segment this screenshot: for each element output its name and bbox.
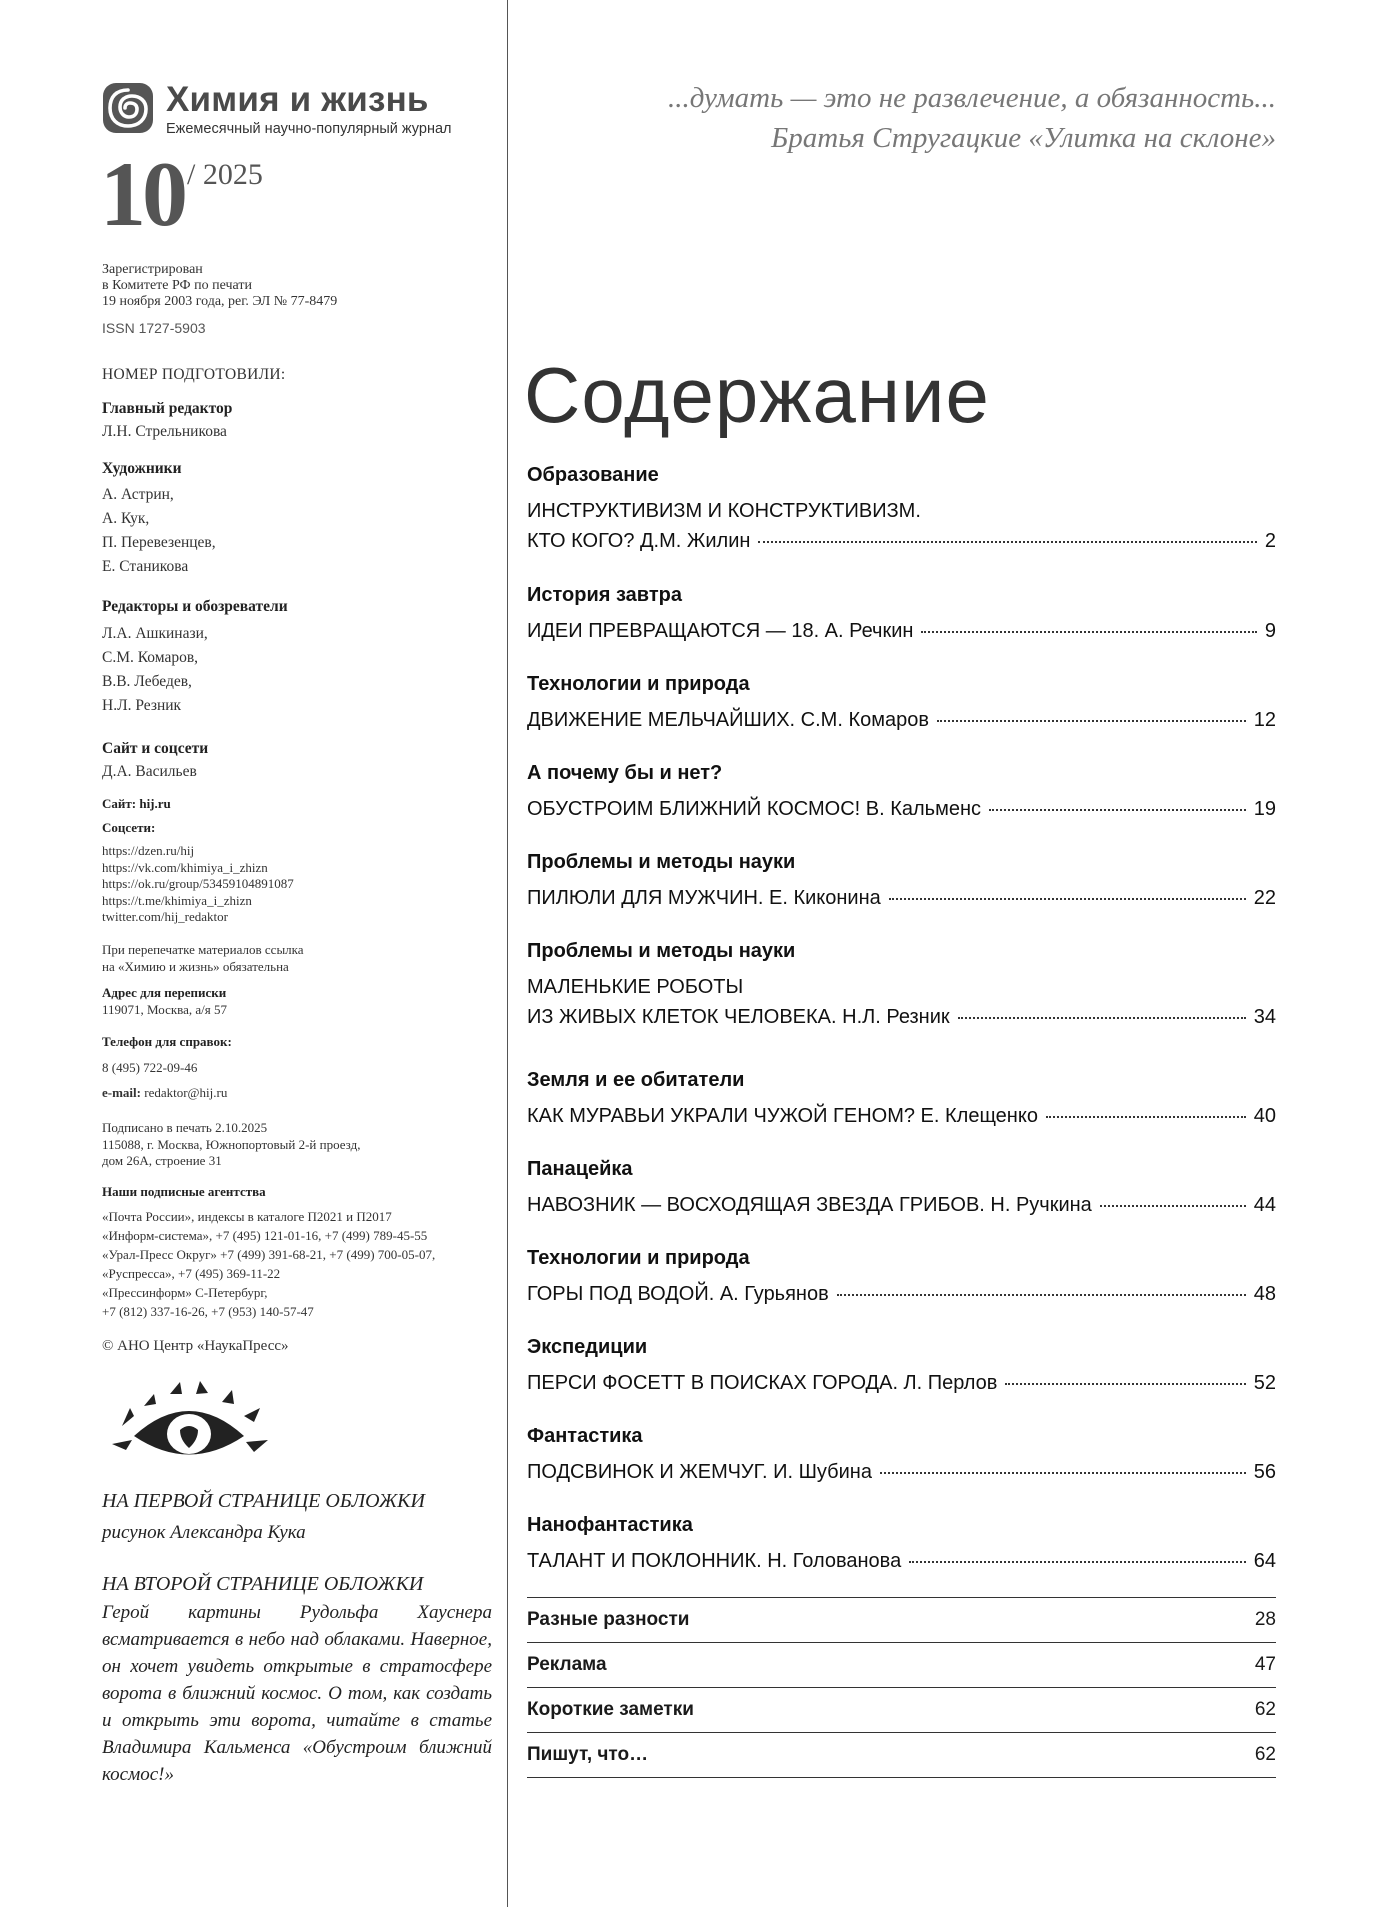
toc-entry[interactable] xyxy=(527,1550,1276,1573)
toc-article-title: КТО КОГО? Д.М. Жилин xyxy=(527,530,751,552)
toc-page-number: 12 xyxy=(1253,709,1276,731)
toc-article-title-line[interactable]: ИНСТРУКТИВИЗМ И КОНСТРУКТИВИЗМ. xyxy=(527,500,921,522)
dot-leader xyxy=(1046,1116,1246,1118)
editors-list xyxy=(102,622,208,718)
address-label: Адрес для переписки xyxy=(102,985,227,1000)
toc-page-number: 22 xyxy=(1253,887,1276,909)
email[interactable]: redaktor@hij.ru xyxy=(144,1085,228,1100)
eye-emblem-icon xyxy=(104,1378,274,1478)
email-line xyxy=(102,1085,227,1102)
toc-extra-row[interactable] xyxy=(527,1597,1276,1642)
toc-page-number: 52 xyxy=(1253,1372,1276,1394)
toc-category: Фантастика xyxy=(527,1425,643,1447)
toc-entry[interactable] xyxy=(527,1194,1276,1217)
site-url: Сайт: hij.ru xyxy=(102,796,171,811)
toc-category: Нанофантастика xyxy=(527,1514,693,1536)
registration-info xyxy=(102,262,337,310)
print-info xyxy=(102,1120,360,1170)
site-person: Д.А. Васильев xyxy=(102,763,197,780)
social-link[interactable]: https://vk.com/khimiya_i_zhizn xyxy=(102,859,268,875)
toc-category: Земля и ее обитатели xyxy=(527,1069,745,1091)
dot-leader xyxy=(1100,1205,1246,1207)
toc-article-title: НАВОЗНИК — ВОСХОДЯЩАЯ ЗВЕЗДА ГРИБОВ. Н. Ручкина xyxy=(527,1194,1092,1216)
issue-number: 10 xyxy=(100,143,184,245)
toc-category: Технологии и природа xyxy=(527,673,750,695)
toc-title: Содержание xyxy=(524,351,990,439)
agencies-list xyxy=(102,1207,435,1321)
issue-year: / 2025 xyxy=(187,158,263,191)
reprint-line: на «Химию и жизнь» обязательна xyxy=(102,958,289,974)
toc-page-number: 56 xyxy=(1253,1461,1276,1483)
toc-article-title: ПИЛЮЛИ ДЛЯ МУЖЧИН. Е. Киконина xyxy=(527,887,881,909)
toc-page-number: 34 xyxy=(1253,1006,1276,1028)
registration-line: в Комитете РФ по печати xyxy=(102,278,252,293)
toc-extra-row[interactable] xyxy=(527,1732,1276,1778)
column-divider xyxy=(507,0,508,1907)
social-link[interactable]: https://dzen.ru/hij xyxy=(102,843,195,858)
dot-leader xyxy=(989,809,1246,811)
registration-line: 19 ноября 2003 года, рег. ЭЛ № 77-8479 xyxy=(102,294,338,309)
toc-entry[interactable] xyxy=(527,530,1276,553)
agency-line: «Почта России», индексы в каталоге П2021 и П2017 xyxy=(102,1209,392,1224)
toc-article-title: ОБУСТРОИМ БЛИЖНИЙ КОСМОС! В. Кальменс xyxy=(527,798,982,820)
toc-entry[interactable] xyxy=(527,798,1276,821)
email-label: e-mail: xyxy=(102,1085,141,1100)
social-link[interactable]: https://t.me/khimiya_i_zhizn xyxy=(102,892,252,908)
toc-extra-row[interactable] xyxy=(527,1687,1276,1732)
toc-entry[interactable] xyxy=(527,620,1276,643)
toc-extra-label: Короткие заметки xyxy=(527,1699,694,1720)
dot-leader xyxy=(921,631,1256,633)
toc-article-title: КАК МУРАВЬИ УКРАЛИ ЧУЖОЙ ГЕНОМ? Е. Клещенко xyxy=(527,1105,1038,1127)
toc-extra-label: Разные разности xyxy=(527,1609,690,1630)
toc-entry[interactable] xyxy=(527,1372,1276,1395)
artist-name: П. Перевезенцев, xyxy=(102,534,216,551)
toc-entry[interactable] xyxy=(527,1006,1276,1029)
agency-line: +7 (812) 337-16-26, +7 (953) 140-57-47 xyxy=(102,1304,314,1319)
social-links xyxy=(102,843,294,926)
dot-leader xyxy=(880,1472,1246,1474)
agency-line: «Прессинформ» С-Петербург, xyxy=(102,1285,268,1300)
site-label: Сайт и соцсети xyxy=(102,740,209,757)
toc-extra-page: 62 xyxy=(1254,1699,1276,1720)
toc-extra-label: Пишут, что… xyxy=(527,1744,649,1765)
chief-editor-name: Л.Н. Стрельникова xyxy=(102,423,227,440)
toc-article-title: ГОРЫ ПОД ВОДОЙ. А. Гурьянов xyxy=(527,1283,829,1305)
toc-article-title: ПОДСВИНОК И ЖЕМЧУГ. И. Шубина xyxy=(527,1461,872,1483)
dot-leader xyxy=(837,1294,1246,1296)
epigraph-source: Братья Стругацкие «Улитка на склоне» xyxy=(771,122,1276,154)
toc-article-title: ДВИЖЕНИЕ МЕЛЬЧАЙШИХ. С.М. Комаров xyxy=(527,709,929,731)
toc-entry[interactable] xyxy=(527,887,1276,910)
artists-label: Художники xyxy=(102,460,182,477)
epigraph-quote: ...думать — это не развлечение, а обязанность... xyxy=(667,82,1276,114)
editor-name: С.М. Комаров, xyxy=(102,649,199,666)
toc-article-title: ПЕРСИ ФОСЕТТ В ПОИСКАХ ГОРОДА. Л. Перлов xyxy=(527,1372,998,1394)
toc-category: А почему бы и нет? xyxy=(527,762,723,784)
print-line: 115088, г. Москва, Южнопортовый 2-й проезд, xyxy=(102,1136,361,1152)
toc-extra-page: 62 xyxy=(1254,1744,1276,1765)
second-cover-text: Герой картины Рудольфа Хауснера всматривается в небо над облаками. Наверное, он хочет увидеть открытые в стратосфере ворота в ближний космос. О том, как создать и открыть эти ворота, читайте в статье Владимира Кальменса «Обустроим ближний космос!» xyxy=(102,1602,492,1785)
editor-name: Н.Л. Резник xyxy=(102,697,182,714)
social-label: Соцсети: xyxy=(102,820,156,835)
agency-line: «Руспресса», +7 (495) 369-11-22 xyxy=(102,1266,281,1281)
staff-heading: НОМЕР ПОДГОТОВИЛИ: xyxy=(102,366,286,383)
artist-name: А. Астрин, xyxy=(102,486,174,503)
toc-entry[interactable] xyxy=(527,1105,1276,1128)
magazine-tagline: Ежемесячный научно-популярный журнал xyxy=(166,121,452,137)
toc-entry[interactable] xyxy=(527,1461,1276,1484)
toc-article-title: ИДЕИ ПРЕВРАЩАЮТСЯ — 18. А. Речкин xyxy=(527,620,914,642)
agency-line: «Информ-система», +7 (495) 121-01-16, +7 (499) 789-45-55 xyxy=(102,1228,428,1243)
phone: 8 (495) 722-09-46 xyxy=(102,1060,198,1075)
issn: ISSN 1727-5903 xyxy=(102,320,206,336)
social-link[interactable]: twitter.com/hij_redaktor xyxy=(102,909,228,924)
copyright: © АНО Центр «НаукаПресс» xyxy=(102,1338,289,1354)
reprint-line: При перепечатке материалов ссылка xyxy=(102,942,304,957)
chief-editor-label: Главный редактор xyxy=(102,400,233,417)
first-cover-text: рисунок Александра Кука xyxy=(102,1522,306,1543)
toc-extra-page: 28 xyxy=(1254,1609,1276,1630)
registration-line: Зарегистрирован xyxy=(102,262,203,277)
toc-article-title: ИЗ ЖИВЫХ КЛЕТОК ЧЕЛОВЕКА. Н.Л. Резник xyxy=(527,1006,950,1028)
toc-article-title-line[interactable]: МАЛЕНЬКИЕ РОБОТЫ xyxy=(527,976,744,998)
address: 119071, Москва, а/я 57 xyxy=(102,1002,228,1017)
reprint-notice xyxy=(102,942,304,975)
toc-category: Технологии и природа xyxy=(527,1247,750,1269)
toc-page-number: 64 xyxy=(1253,1550,1276,1572)
dot-leader xyxy=(909,1561,1246,1563)
dot-leader xyxy=(889,898,1246,900)
dot-leader xyxy=(1005,1383,1245,1385)
toc-page-number: 9 xyxy=(1264,620,1276,642)
toc-extra-page: 47 xyxy=(1254,1654,1276,1675)
toc-category: Панацейка xyxy=(527,1158,633,1180)
agencies-label: Наши подписные агентства xyxy=(102,1184,266,1199)
toc-category: История завтра xyxy=(527,584,682,606)
editor-name: В.В. Лебедев, xyxy=(102,673,192,690)
toc-page-number: 48 xyxy=(1253,1283,1276,1305)
toc-page-number: 44 xyxy=(1253,1194,1276,1216)
toc-entry[interactable] xyxy=(527,1283,1276,1306)
phone-label: Телефон для справок: xyxy=(102,1034,232,1049)
magazine-logo-icon xyxy=(102,82,154,134)
dot-leader xyxy=(758,541,1256,543)
social-link[interactable]: https://ok.ru/group/53459104891087 xyxy=(102,876,294,891)
toc-category: Экспедиции xyxy=(527,1336,648,1358)
dot-leader xyxy=(958,1017,1246,1019)
agency-line: «Урал-Пресс Округ» +7 (499) 391-68-21, +7 (499) 700-05-07, xyxy=(102,1247,436,1262)
toc-category: Проблемы и методы науки xyxy=(527,851,796,873)
artist-name: А. Кук, xyxy=(102,510,150,527)
toc-page-number: 19 xyxy=(1253,798,1276,820)
dot-leader xyxy=(937,720,1246,722)
toc-page-number: 2 xyxy=(1264,530,1276,552)
toc-extra-label: Реклама xyxy=(527,1654,607,1675)
epigraph xyxy=(668,78,1276,158)
toc-category: Проблемы и методы науки xyxy=(527,940,796,962)
editor-name: Л.А. Ашкинази, xyxy=(102,625,208,642)
toc-category: Образование xyxy=(527,464,659,486)
toc-extras xyxy=(527,1597,1276,1778)
print-line: Подписано в печать 2.10.2025 xyxy=(102,1120,268,1135)
toc-page-number: 40 xyxy=(1253,1105,1276,1127)
print-line: дом 26А, строение 31 xyxy=(102,1153,222,1168)
magazine-title: Химия и жизнь xyxy=(166,80,429,119)
toc-extra-row[interactable] xyxy=(527,1642,1276,1687)
toc-entry[interactable] xyxy=(527,709,1276,732)
toc-article-title: ТАЛАНТ И ПОКЛОННИК. Н. Голованова xyxy=(527,1550,902,1572)
artist-name: Е. Станикова xyxy=(102,558,189,575)
artists-list xyxy=(102,483,216,579)
second-cover-heading: НА ВТОРОЙ СТРАНИЦЕ ОБЛОЖКИ xyxy=(102,1573,424,1595)
editors-label: Редакторы и обозреватели xyxy=(102,598,288,615)
first-cover-heading: НА ПЕРВОЙ СТРАНИЦЕ ОБЛОЖКИ xyxy=(102,1490,425,1512)
